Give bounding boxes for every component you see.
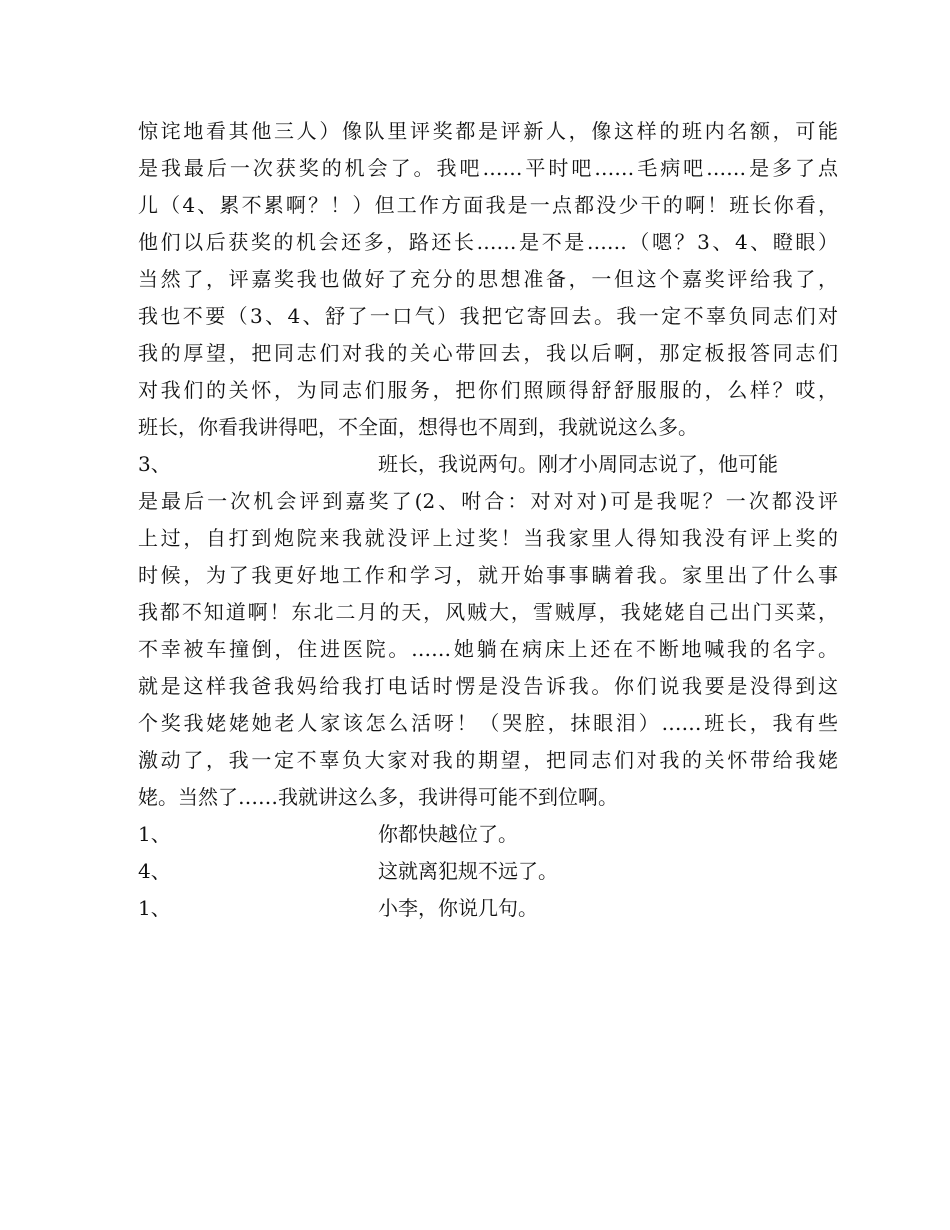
- speaker-line: [138, 853, 838, 890]
- speaker-line: [138, 446, 838, 483]
- paragraph-line: 时候，为了我更好地工作和学习，就开始事事瞒着我。家里出了什么事: [138, 563, 838, 587]
- paragraph-line: 姥。当然了……我就讲这么多，我讲得可能不到位啊。: [138, 785, 618, 809]
- utterance: 班长，我说两句。刚才小周同志说了，他可能: [378, 452, 778, 476]
- speaker-label: 4、: [138, 859, 171, 883]
- paragraph-line: 他们以后获奖的机会还多，路还长……是不是……（嗯？3、4、瞪眼）: [138, 230, 838, 254]
- script-text: [138, 113, 838, 927]
- paragraph-line: 班长，你看我讲得吧，不全面，想得也不周到，我就说这么多。: [138, 415, 698, 439]
- paragraph-line: 我也不要（3、4、舒了一口气）我把它寄回去。我一定不辜负同志们对: [138, 304, 838, 328]
- paragraph-line: 就是这样我爸我妈给我打电话时愣是没告诉我。你们说我要是没得到这: [138, 674, 838, 698]
- paragraph-line: 对我们的关怀，为同志们服务，把你们照顾得舒舒服服的，么样？哎，: [138, 378, 838, 402]
- paragraph-line: 当然了，评嘉奖我也做好了充分的思想准备，一但这个嘉奖评给我了，: [138, 267, 838, 291]
- paragraph-line: 不幸被车撞倒，住进医院。……她躺在病床上还在不断地喊我的名字。: [138, 637, 838, 661]
- speaker-line: [138, 890, 838, 927]
- speaker-label: 3、: [138, 452, 171, 476]
- paragraph-line: 我的厚望，把同志们对我的关心带回去，我以后啊，那定板报答同志们: [138, 341, 838, 365]
- speaker-line: [138, 816, 838, 853]
- paragraph-line: 是最后一次机会评到嘉奖了(2、咐合：对对对)可是我呢？一次都没评: [138, 489, 838, 513]
- speaker-label: 1、: [138, 822, 171, 846]
- paragraph-line: 激动了，我一定不辜负大家对我的期望，把同志们对我的关怀带给我姥: [138, 748, 838, 772]
- utterance: 小李，你说几句。: [378, 896, 538, 920]
- paragraph-line: 儿（4、累不累啊？！）但工作方面我是一点都没少干的啊！班长你看，: [138, 193, 838, 217]
- utterance: 你都快越位了。: [378, 822, 518, 846]
- paragraph-line: 是我最后一次获奖的机会了。我吧……平时吧……毛病吧……是多了点: [138, 156, 838, 180]
- paragraph-line: 我都不知道啊！东北二月的天，风贼大，雪贼厚，我姥姥自己出门买菜，: [138, 600, 838, 624]
- paragraph-line: 上过，自打到炮院来我就没评上过奖！当我家里人得知我没有评上奖的: [138, 526, 838, 550]
- paragraph-line: 惊诧地看其他三人）像队里评奖都是评新人，像这样的班内名额，可能: [138, 119, 838, 143]
- utterance: 这就离犯规不远了。: [378, 859, 558, 883]
- paragraph-line: 个奖我姥姥她老人家该怎么活呀！（哭腔，抹眼泪）……班长，我有些: [138, 711, 838, 735]
- speaker-label: 1、: [138, 896, 171, 920]
